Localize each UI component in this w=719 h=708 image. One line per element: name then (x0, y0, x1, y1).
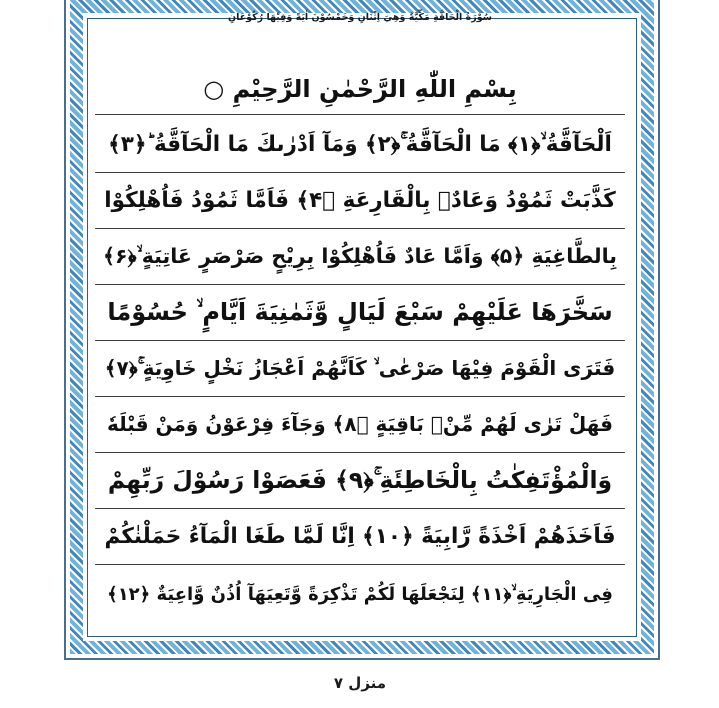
basmala-row (95, 64, 625, 114)
verse-line (95, 452, 625, 508)
verse-line-text: بِالطَّاغِيَةِ ﴿۵﴾ وَاَمَّا عَادٌ فَاُهْلِكُوْا بِرِيْحٍ صَرْصَرٍ عَاتِيَةٍ ۙ﴿۶﴾ (103, 243, 618, 268)
verse-line-text: فَهَلْ تَرٰى لَهُمْ مِّنْۢ بَاقِيَةٍ ﴿۸﴾ وَجَآءَ فِرْعَوْنُ وَمَنْ قَبْلَهٗ (107, 412, 613, 436)
surah-title-banner (215, 0, 505, 34)
basmala: بِسْمِ اللّٰهِ الرَّحْمٰنِ الرَّحِيْمِ ○ (203, 75, 517, 103)
verse-line-text: وَالْمُؤْتَفِكٰتُ بِالْخَاطِئَةِ ۚ﴿۹﴾ فَعَصَوْا رَسُوْلَ رَبِّهِمْ (107, 466, 613, 494)
manzil-marker: منزل ۷ (333, 674, 387, 692)
verse-line-text: كَذَّبَتْ ثَمُوْدُ وَعَادٌۢ بِالْقَارِعَةِ ﴿۴﴾ فَاَمَّا ثَمُوْدُ فَاُهْلِكُوْا (104, 187, 616, 213)
line-divider (95, 114, 625, 115)
verse-line (95, 284, 625, 340)
verse-line-text: فَاَخَذَهُمْ اَخْذَةً رَّابِيَةً ﴿۱۰﴾ اِنَّا لَمَّا طَغَا الْمَآءُ حَمَلْنٰكُمْ (104, 523, 616, 549)
verse-line-text: اَلْحَآقَّةُ ۙ﴿۱﴾ مَا الْحَآقَّةُ ۚ﴿۲﴾ وَمَآ اَدْرٰىكَ مَا الْحَآقَّةُ ؕ﴿۳﴾ (108, 131, 612, 157)
verse-line (95, 340, 625, 396)
verse-line (95, 172, 625, 228)
verse-line (95, 396, 625, 452)
text-panel (95, 60, 625, 630)
line-divider (95, 564, 625, 565)
verse-line (95, 566, 625, 622)
verse-line (95, 116, 625, 172)
verse-line (95, 508, 625, 564)
verse-line-text: فَتَرَى الْقَوْمَ فِيْهَا صَرْعٰى ۙ كَاَنَّهُمْ اَعْجَازُ نَخْلٍ خَاوِيَةٍ ۚ﴿۷﴾ (104, 356, 616, 380)
verse-line-text: سَخَّرَهَا عَلَيْهِمْ سَبْعَ لَيَالٍ وَّثَمٰنِيَةَ اَيَّامٍ ۙ حُسُوْمًا (107, 298, 613, 326)
verse-line (95, 228, 625, 284)
verse-line-text: فِى الْجَارِيَةِ ۙ﴿۱۱﴾ لِنَجْعَلَهَا لَكُمْ تَذْكِرَةً وَّتَعِيَهَآ اُذُنٌ وَّاعِيَةٌ ﴿۱۲﴾ (107, 583, 613, 605)
surah-title: سُوْرَةُ الْحَاقَّةِ مَكِّيَّةٌ وَهِيَ اِثْنَانِ وَخَمْسُوْنَ اٰيَةً وَفِيْهَا رُكُوْعَانِ (228, 11, 492, 23)
